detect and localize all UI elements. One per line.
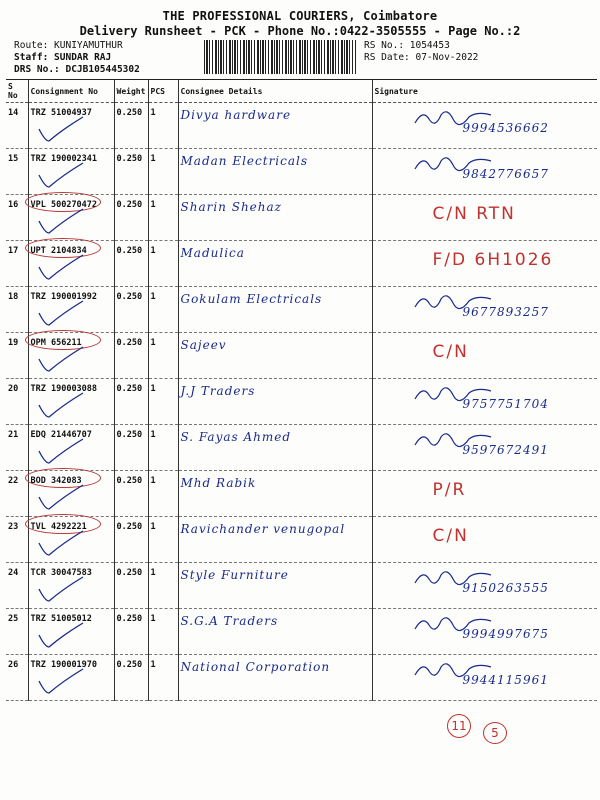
cell-pcs — [148, 609, 178, 655]
cell-weight — [114, 379, 148, 425]
col-header-sno: S No — [6, 80, 28, 103]
cell-weight — [114, 563, 148, 609]
cell-signature — [372, 241, 597, 287]
page-title: THE PROFESSIONAL COURIERS, Coimbatore — [162, 9, 438, 23]
runsheet-table — [6, 79, 597, 701]
cell-signature — [372, 563, 597, 609]
cell-consignee — [178, 563, 372, 609]
cell-weight-text: 0.250 — [116, 660, 143, 670]
cell-sno — [6, 655, 28, 701]
cell-weight — [114, 333, 148, 379]
cell-pcs-text: 1 — [150, 614, 156, 624]
checkmark-icon — [37, 299, 85, 329]
cell-pcs — [148, 287, 178, 333]
table-row — [6, 287, 597, 333]
col-header-signature: Signature — [372, 80, 597, 103]
cell-consignment — [28, 241, 114, 287]
receiver-phone: 9994997675 — [462, 627, 549, 641]
cell-consignment-text: TRZ 190002341 — [30, 154, 98, 164]
cell-consignee-text: S. Fayas Ahmed — [180, 430, 292, 444]
cell-signature — [372, 379, 597, 425]
cell-weight-text: 0.250 — [116, 614, 143, 624]
cell-consignment-text: TRZ 190003088 — [30, 384, 98, 394]
staff-label: Staff: SUNDAR RAJ — [14, 52, 112, 63]
cell-consignee — [178, 517, 372, 563]
delivery-remark: C/N — [432, 342, 469, 362]
cell-consignment — [28, 379, 114, 425]
cell-consignment — [28, 287, 114, 333]
cell-pcs — [148, 103, 178, 149]
cell-consignee — [178, 471, 372, 517]
cell-consignment-text: TRZ 51004937 — [30, 108, 92, 118]
cell-sno — [6, 103, 28, 149]
col-header-consignee: Consignee Details — [178, 80, 372, 103]
cell-consignment — [28, 149, 114, 195]
cell-pcs — [148, 471, 178, 517]
cell-sno-text: 26 — [8, 660, 19, 670]
cell-consignment-text: TRZ 190001992 — [30, 292, 98, 302]
cell-consignee-text: Sharin Shehaz — [180, 200, 282, 214]
cell-consignment — [28, 471, 114, 517]
cell-pcs-text: 1 — [150, 246, 156, 256]
cell-signature — [372, 195, 597, 241]
cell-weight — [114, 609, 148, 655]
cell-sno-text: 16 — [8, 200, 19, 210]
cell-pcs-text: 1 — [150, 384, 156, 394]
cell-consignee-text: Style Furniture — [180, 568, 289, 582]
cell-signature — [372, 425, 597, 471]
route-label: Route: KUNIYAMUTHUR — [14, 40, 123, 51]
table-row — [6, 379, 597, 425]
cell-weight-text: 0.250 — [116, 522, 143, 532]
checkmark-icon — [37, 391, 85, 421]
cell-weight — [114, 195, 148, 241]
col-header-pcs: PCS — [148, 80, 178, 103]
cell-pcs — [148, 195, 178, 241]
cell-sno-text: 20 — [8, 384, 19, 394]
cell-consignment — [28, 563, 114, 609]
cell-consignee — [178, 425, 372, 471]
cell-signature — [372, 609, 597, 655]
cell-weight-text: 0.250 — [116, 338, 143, 348]
cell-sno-text: 22 — [8, 476, 19, 486]
cell-weight-text: 0.250 — [116, 108, 143, 118]
table-row — [6, 195, 597, 241]
receiver-phone: 9597672491 — [462, 443, 549, 457]
cell-signature — [372, 655, 597, 701]
cell-consignee — [178, 379, 372, 425]
checkmark-icon — [37, 529, 85, 559]
cell-weight-text: 0.250 — [116, 154, 143, 164]
cell-sno — [6, 425, 28, 471]
cell-sno-text: 14 — [8, 108, 19, 118]
table-row — [6, 333, 597, 379]
cell-consignment — [28, 333, 114, 379]
cell-pcs-text: 1 — [150, 154, 156, 164]
cell-weight-text: 0.250 — [116, 476, 143, 486]
table-row — [6, 563, 597, 609]
table-row — [6, 471, 597, 517]
cell-consignee — [178, 241, 372, 287]
cell-pcs-text: 1 — [150, 430, 156, 440]
col-header-consignment: Consignment No — [28, 80, 114, 103]
cell-pcs-text: 1 — [150, 200, 156, 210]
cell-signature — [372, 517, 597, 563]
cell-weight — [114, 103, 148, 149]
delivery-remark: F/D 6H1026 — [432, 250, 554, 270]
cell-sno — [6, 563, 28, 609]
rs-date: RS Date: 07-Nov-2022 — [364, 52, 479, 63]
cell-consignment-text: TRZ 190001970 — [30, 660, 98, 670]
cell-weight-text: 0.250 — [116, 568, 143, 578]
cell-consignment — [28, 655, 114, 701]
cell-sno-text: 17 — [8, 246, 19, 256]
cell-weight — [114, 287, 148, 333]
delivery-remark: P/R — [432, 480, 467, 500]
cell-consignment — [28, 195, 114, 241]
cell-pcs-text: 1 — [150, 476, 156, 486]
cell-consignment — [28, 609, 114, 655]
stamp-count-right: 5 — [483, 722, 507, 744]
cell-pcs — [148, 655, 178, 701]
table-row — [6, 103, 597, 149]
cell-weight — [114, 425, 148, 471]
cell-pcs — [148, 241, 178, 287]
cell-sno-text: 23 — [8, 522, 19, 532]
cell-consignee-text: Divya hardware — [180, 108, 292, 122]
cell-sno — [6, 379, 28, 425]
cell-weight-text: 0.250 — [116, 292, 143, 302]
cell-consignment-text: EDQ 21446707 — [30, 430, 92, 440]
cell-sno — [6, 287, 28, 333]
cell-sno-text: 18 — [8, 292, 19, 302]
cell-signature — [372, 287, 597, 333]
cell-sno — [6, 609, 28, 655]
cell-sno-text: 21 — [8, 430, 19, 440]
cell-weight — [114, 241, 148, 287]
cell-consignment — [28, 517, 114, 563]
page-subtitle: Delivery Runsheet - PCK - Phone No.:0422-3505555 - Page No.:2 — [79, 24, 521, 38]
cell-consignee — [178, 149, 372, 195]
cell-consignment-text: TCR 30047583 — [30, 568, 92, 578]
rs-number: RS No.: 1054453 — [364, 40, 450, 51]
cell-consignment-text: TRZ 51005012 — [30, 614, 92, 624]
cell-consignment-text: BOD 342083 — [30, 476, 82, 486]
checkmark-icon — [37, 437, 85, 467]
cell-consignee-text: National Corporation — [180, 660, 331, 674]
cell-pcs-text: 1 — [150, 660, 156, 670]
receiver-phone: 9677893257 — [462, 305, 549, 319]
cell-consignee — [178, 195, 372, 241]
cell-pcs-text: 1 — [150, 338, 156, 348]
cell-sno-text: 24 — [8, 568, 19, 578]
cell-consignment — [28, 103, 114, 149]
cell-pcs-text: 1 — [150, 108, 156, 118]
cell-sno-text: 15 — [8, 154, 19, 164]
receiver-phone: 9757751704 — [462, 397, 549, 411]
barcode — [204, 40, 356, 74]
table-row — [6, 655, 597, 701]
cell-pcs — [148, 425, 178, 471]
cell-pcs-text: 1 — [150, 292, 156, 302]
cell-weight — [114, 517, 148, 563]
cell-consignee-text: Sajeev — [180, 338, 227, 352]
cell-consignee — [178, 333, 372, 379]
cell-weight-text: 0.250 — [116, 200, 143, 210]
receiver-phone: 9150263555 — [462, 581, 549, 595]
delivery-remark: C/N RTN — [432, 204, 516, 224]
receiver-phone: 9994536662 — [462, 121, 549, 135]
col-header-weight: Weight — [114, 80, 148, 103]
cell-weight-text: 0.250 — [116, 430, 143, 440]
checkmark-icon — [37, 345, 85, 375]
cell-sno-text: 25 — [8, 614, 19, 624]
table-row — [6, 609, 597, 655]
cell-pcs — [148, 149, 178, 195]
cell-consignee — [178, 655, 372, 701]
cell-pcs — [148, 379, 178, 425]
cell-sno-text: 19 — [8, 338, 19, 348]
cell-signature — [372, 333, 597, 379]
cell-pcs — [148, 333, 178, 379]
cell-consignee-text: S.G.A Traders — [180, 614, 279, 628]
checkmark-icon — [37, 483, 85, 513]
drs-number: DRS No.: DCJB105445302 — [14, 64, 140, 75]
checkmark-icon — [37, 253, 85, 283]
cell-signature — [372, 103, 597, 149]
checkmark-icon — [37, 115, 85, 145]
cell-consignment-text: VPL 500270472 — [30, 200, 98, 210]
cell-consignee-text: Madulica — [180, 246, 245, 260]
cell-signature — [372, 471, 597, 517]
cell-weight — [114, 149, 148, 195]
cell-signature — [372, 149, 597, 195]
cell-consignee-text: Mhd Rabik — [180, 476, 257, 490]
cell-consignee — [178, 103, 372, 149]
cell-consignee-text: Madan Electricals — [180, 154, 309, 168]
cell-pcs — [148, 517, 178, 563]
checkmark-icon — [37, 161, 85, 191]
cell-weight — [114, 471, 148, 517]
table-row — [6, 149, 597, 195]
cell-sno — [6, 149, 28, 195]
checkmark-icon — [37, 667, 85, 697]
cell-consignee-text: Gokulam Electricals — [180, 292, 323, 306]
cell-consignment-text: OPM 656211 — [30, 338, 82, 348]
cell-weight-text: 0.250 — [116, 246, 143, 256]
receiver-phone: 9944115961 — [462, 673, 549, 687]
table-row — [6, 241, 597, 287]
table-row — [6, 425, 597, 471]
cell-consignee-text: J.J Traders — [180, 384, 256, 398]
checkmark-icon — [37, 207, 85, 237]
delivery-remark: C/N — [432, 526, 469, 546]
cell-pcs — [148, 563, 178, 609]
cell-consignee — [178, 609, 372, 655]
table-header-row — [6, 80, 597, 103]
stamp-count-left: 11 — [447, 714, 471, 738]
cell-weight-text: 0.250 — [116, 384, 143, 394]
cell-consignee — [178, 287, 372, 333]
cell-pcs-text: 1 — [150, 522, 156, 532]
cell-pcs-text: 1 — [150, 568, 156, 578]
checkmark-icon — [37, 621, 85, 651]
cell-consignee-text: Ravichander venugopal — [180, 522, 346, 536]
cell-consignment — [28, 425, 114, 471]
cell-consignment-text: TVL 4292221 — [30, 522, 87, 532]
receiver-phone: 9842776657 — [462, 167, 549, 181]
checkmark-icon — [37, 575, 85, 605]
cell-weight — [114, 655, 148, 701]
table-row — [6, 517, 597, 563]
cell-consignment-text: UPT 2104834 — [30, 246, 87, 256]
